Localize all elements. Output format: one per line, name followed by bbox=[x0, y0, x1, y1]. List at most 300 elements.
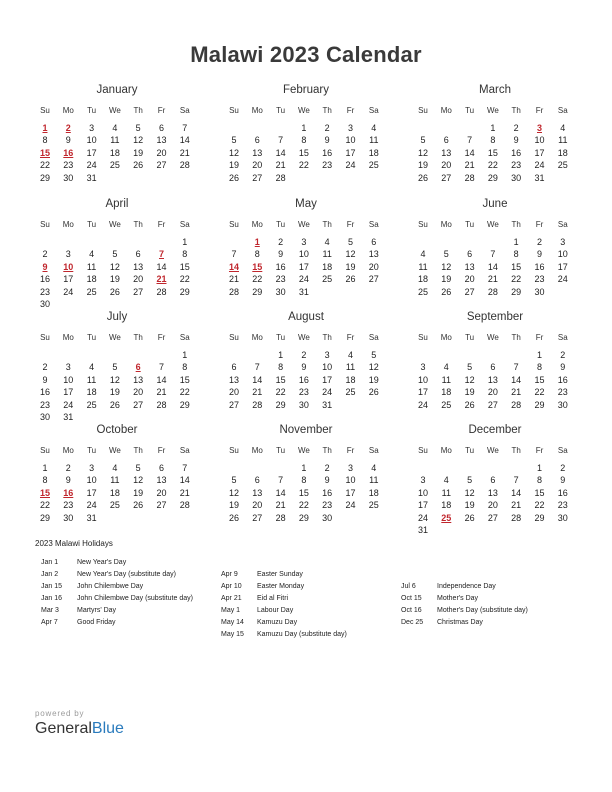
day-cell[interactable]: 2 bbox=[42, 362, 48, 373]
day-cell[interactable]: 22 bbox=[179, 387, 190, 398]
day-cell[interactable]: 3 bbox=[420, 475, 426, 486]
holiday-day-cell[interactable]: 1 bbox=[42, 123, 48, 133]
day-cell[interactable]: 24 bbox=[63, 286, 74, 297]
day-cell[interactable]: 9 bbox=[324, 475, 330, 486]
holiday-day-cell[interactable]: 15 bbox=[39, 487, 50, 498]
day-cell[interactable]: 7 bbox=[278, 135, 284, 146]
day-cell[interactable]: 15 bbox=[487, 147, 498, 158]
day-cell[interactable]: 19 bbox=[228, 160, 239, 171]
day-cell[interactable]: 4 bbox=[324, 237, 330, 247]
day-cell[interactable]: 1 bbox=[513, 237, 519, 247]
day-cell[interactable]: 14 bbox=[179, 475, 190, 486]
day-cell[interactable]: 9 bbox=[301, 362, 307, 373]
day-cell[interactable]: 6 bbox=[371, 237, 377, 247]
day-cell[interactable]: 2 bbox=[536, 237, 542, 247]
day-cell[interactable]: 14 bbox=[179, 135, 190, 146]
day-cell[interactable]: 27 bbox=[228, 399, 239, 410]
day-cell[interactable]: 13 bbox=[133, 374, 144, 385]
day-cell[interactable]: 27 bbox=[252, 172, 263, 183]
day-cell[interactable]: 15 bbox=[534, 487, 545, 498]
day-cell[interactable]: 11 bbox=[441, 487, 451, 498]
day-cell[interactable]: 3 bbox=[347, 123, 353, 133]
day-cell[interactable]: 1 bbox=[301, 463, 307, 473]
day-cell[interactable]: 28 bbox=[252, 399, 263, 410]
day-cell[interactable]: 17 bbox=[345, 487, 356, 498]
day-cell[interactable]: 16 bbox=[39, 387, 50, 398]
day-cell[interactable]: 20 bbox=[464, 274, 475, 285]
day-cell[interactable]: 17 bbox=[86, 147, 97, 158]
day-cell[interactable]: 25 bbox=[109, 160, 120, 171]
day-cell[interactable]: 2 bbox=[42, 249, 48, 260]
day-cell[interactable]: 23 bbox=[557, 387, 568, 398]
day-cell[interactable]: 8 bbox=[301, 475, 307, 486]
day-cell[interactable]: 8 bbox=[513, 249, 519, 260]
day-cell[interactable]: 1 bbox=[490, 123, 496, 133]
day-cell[interactable]: 31 bbox=[86, 172, 97, 183]
day-cell[interactable]: 28 bbox=[275, 172, 286, 183]
day-cell[interactable]: 8 bbox=[42, 475, 48, 486]
day-cell[interactable]: 14 bbox=[275, 147, 286, 158]
day-cell[interactable]: 30 bbox=[275, 286, 286, 297]
day-cell[interactable]: 23 bbox=[322, 500, 333, 511]
holiday-day-cell[interactable]: 16 bbox=[63, 147, 74, 158]
day-cell[interactable]: 16 bbox=[534, 261, 545, 272]
day-cell[interactable]: 11 bbox=[110, 475, 120, 486]
day-cell[interactable]: 27 bbox=[464, 286, 475, 297]
day-cell[interactable]: 10 bbox=[557, 249, 568, 260]
day-cell[interactable]: 14 bbox=[275, 487, 286, 498]
day-cell[interactable]: 13 bbox=[252, 487, 263, 498]
day-cell[interactable]: 16 bbox=[298, 374, 309, 385]
day-cell[interactable]: 22 bbox=[298, 500, 309, 511]
day-cell[interactable]: 19 bbox=[133, 147, 144, 158]
day-cell[interactable]: 7 bbox=[513, 475, 519, 486]
day-cell[interactable]: 18 bbox=[557, 147, 568, 158]
holiday-day-cell[interactable]: 10 bbox=[63, 261, 74, 272]
day-cell[interactable]: 5 bbox=[231, 135, 237, 146]
day-cell[interactable]: 11 bbox=[369, 475, 379, 486]
day-cell[interactable]: 17 bbox=[534, 147, 545, 158]
day-cell[interactable]: 12 bbox=[441, 261, 452, 272]
day-cell[interactable]: 30 bbox=[39, 412, 50, 422]
day-cell[interactable]: 13 bbox=[156, 135, 167, 146]
day-cell[interactable]: 3 bbox=[301, 237, 307, 247]
day-cell[interactable]: 25 bbox=[417, 286, 428, 297]
day-cell[interactable]: 24 bbox=[557, 274, 568, 285]
day-cell[interactable]: 8 bbox=[254, 249, 260, 260]
day-cell[interactable]: 5 bbox=[347, 237, 353, 247]
day-cell[interactable]: 1 bbox=[182, 350, 188, 360]
day-cell[interactable]: 12 bbox=[133, 135, 144, 146]
day-cell[interactable]: 13 bbox=[487, 374, 498, 385]
day-cell[interactable]: 2 bbox=[278, 237, 284, 247]
day-cell[interactable]: 21 bbox=[487, 274, 498, 285]
holiday-day-cell[interactable]: 15 bbox=[39, 147, 50, 158]
day-cell[interactable]: 10 bbox=[417, 374, 428, 385]
day-cell[interactable]: 25 bbox=[441, 399, 452, 410]
day-cell[interactable]: 20 bbox=[228, 387, 239, 398]
day-cell[interactable]: 19 bbox=[368, 374, 379, 385]
day-cell[interactable]: 10 bbox=[417, 487, 428, 498]
day-cell[interactable]: 28 bbox=[275, 512, 286, 523]
day-cell[interactable]: 10 bbox=[345, 135, 356, 146]
day-cell[interactable]: 16 bbox=[557, 487, 568, 498]
day-cell[interactable]: 6 bbox=[135, 249, 141, 260]
day-cell[interactable]: 21 bbox=[275, 500, 286, 511]
day-cell[interactable]: 19 bbox=[109, 387, 120, 398]
day-cell[interactable]: 12 bbox=[109, 261, 120, 272]
day-cell[interactable]: 28 bbox=[487, 286, 498, 297]
day-cell[interactable]: 27 bbox=[156, 160, 167, 171]
day-cell[interactable]: 25 bbox=[109, 500, 120, 511]
day-cell[interactable]: 28 bbox=[228, 286, 239, 297]
day-cell[interactable]: 2 bbox=[324, 463, 330, 473]
day-cell[interactable]: 4 bbox=[112, 463, 118, 473]
day-cell[interactable]: 26 bbox=[133, 500, 144, 511]
day-cell[interactable]: 21 bbox=[156, 387, 167, 398]
day-cell[interactable]: 6 bbox=[443, 135, 449, 146]
day-cell[interactable]: 2 bbox=[301, 350, 307, 360]
day-cell[interactable]: 8 bbox=[42, 135, 48, 146]
day-cell[interactable]: 1 bbox=[182, 237, 188, 247]
day-cell[interactable]: 8 bbox=[278, 362, 284, 373]
day-cell[interactable]: 17 bbox=[63, 274, 74, 285]
day-cell[interactable]: 28 bbox=[464, 172, 475, 183]
day-cell[interactable]: 6 bbox=[467, 249, 473, 260]
day-cell[interactable]: 12 bbox=[109, 374, 120, 385]
day-cell[interactable]: 4 bbox=[560, 123, 566, 133]
day-cell[interactable]: 5 bbox=[467, 362, 473, 373]
day-cell[interactable]: 12 bbox=[417, 147, 428, 158]
day-cell[interactable]: 6 bbox=[254, 135, 260, 146]
day-cell[interactable]: 10 bbox=[86, 135, 97, 146]
day-cell[interactable]: 1 bbox=[42, 463, 48, 473]
day-cell[interactable]: 24 bbox=[417, 399, 428, 410]
day-cell[interactable]: 29 bbox=[275, 399, 286, 410]
day-cell[interactable]: 10 bbox=[345, 475, 356, 486]
day-cell[interactable]: 10 bbox=[322, 362, 333, 373]
day-cell[interactable]: 4 bbox=[112, 123, 118, 133]
day-cell[interactable]: 25 bbox=[368, 160, 379, 171]
day-cell[interactable]: 21 bbox=[511, 387, 522, 398]
day-cell[interactable]: 5 bbox=[112, 362, 118, 373]
day-cell[interactable]: 11 bbox=[369, 135, 379, 146]
day-cell[interactable]: 12 bbox=[345, 249, 356, 260]
day-cell[interactable]: 2 bbox=[513, 123, 519, 133]
day-cell[interactable]: 27 bbox=[156, 500, 167, 511]
day-cell[interactable]: 9 bbox=[42, 374, 48, 385]
day-cell[interactable]: 30 bbox=[534, 286, 545, 297]
day-cell[interactable]: 4 bbox=[347, 350, 353, 360]
day-cell[interactable]: 18 bbox=[345, 374, 356, 385]
day-cell[interactable]: 14 bbox=[511, 374, 522, 385]
day-cell[interactable]: 4 bbox=[371, 123, 377, 133]
day-cell[interactable]: 26 bbox=[464, 512, 475, 523]
day-cell[interactable]: 11 bbox=[86, 261, 97, 272]
day-cell[interactable]: 4 bbox=[89, 249, 95, 260]
day-cell[interactable]: 7 bbox=[513, 362, 519, 373]
day-cell[interactable]: 15 bbox=[179, 374, 190, 385]
day-cell[interactable]: 20 bbox=[133, 274, 144, 285]
day-cell[interactable]: 30 bbox=[63, 512, 74, 523]
day-cell[interactable]: 23 bbox=[63, 500, 74, 511]
day-cell[interactable]: 30 bbox=[511, 172, 522, 183]
day-cell[interactable]: 1 bbox=[536, 463, 542, 473]
day-cell[interactable]: 22 bbox=[534, 387, 545, 398]
holiday-day-cell[interactable]: 25 bbox=[441, 512, 452, 523]
day-cell[interactable]: 22 bbox=[298, 160, 309, 171]
day-cell[interactable]: 17 bbox=[86, 487, 97, 498]
day-cell[interactable]: 30 bbox=[39, 299, 50, 309]
day-cell[interactable]: 13 bbox=[133, 261, 144, 272]
day-cell[interactable]: 25 bbox=[86, 286, 97, 297]
day-cell[interactable]: 22 bbox=[39, 500, 50, 511]
day-cell[interactable]: 26 bbox=[109, 286, 120, 297]
day-cell[interactable]: 21 bbox=[511, 500, 522, 511]
day-cell[interactable]: 28 bbox=[156, 399, 167, 410]
day-cell[interactable]: 9 bbox=[560, 362, 566, 373]
day-cell[interactable]: 29 bbox=[487, 172, 498, 183]
holiday-day-cell[interactable]: 9 bbox=[42, 261, 48, 272]
day-cell[interactable]: 22 bbox=[39, 160, 50, 171]
day-cell[interactable]: 29 bbox=[534, 399, 545, 410]
day-cell[interactable]: 3 bbox=[89, 123, 95, 133]
day-cell[interactable]: 19 bbox=[228, 500, 239, 511]
day-cell[interactable]: 26 bbox=[368, 387, 379, 398]
day-cell[interactable]: 31 bbox=[534, 172, 545, 183]
day-cell[interactable]: 17 bbox=[298, 261, 309, 272]
day-cell[interactable]: 22 bbox=[534, 500, 545, 511]
day-cell[interactable]: 16 bbox=[557, 374, 568, 385]
day-cell[interactable]: 23 bbox=[557, 500, 568, 511]
day-cell[interactable]: 14 bbox=[511, 487, 522, 498]
day-cell[interactable]: 5 bbox=[231, 475, 237, 486]
day-cell[interactable]: 21 bbox=[464, 160, 475, 171]
day-cell[interactable]: 15 bbox=[179, 261, 190, 272]
day-cell[interactable]: 19 bbox=[464, 500, 475, 511]
day-cell[interactable]: 25 bbox=[368, 500, 379, 511]
day-cell[interactable]: 4 bbox=[443, 362, 449, 373]
day-cell[interactable]: 7 bbox=[182, 463, 188, 473]
day-cell[interactable]: 29 bbox=[534, 512, 545, 523]
day-cell[interactable]: 2 bbox=[560, 350, 566, 360]
day-cell[interactable]: 20 bbox=[252, 160, 263, 171]
day-cell[interactable]: 6 bbox=[158, 463, 164, 473]
day-cell[interactable]: 22 bbox=[275, 387, 286, 398]
day-cell[interactable]: 1 bbox=[278, 350, 284, 360]
day-cell[interactable]: 26 bbox=[464, 399, 475, 410]
day-cell[interactable]: 13 bbox=[441, 147, 452, 158]
day-cell[interactable]: 18 bbox=[417, 274, 428, 285]
day-cell[interactable]: 23 bbox=[63, 160, 74, 171]
day-cell[interactable]: 21 bbox=[179, 487, 190, 498]
day-cell[interactable]: 23 bbox=[275, 274, 286, 285]
day-cell[interactable]: 24 bbox=[86, 160, 97, 171]
day-cell[interactable]: 19 bbox=[417, 160, 428, 171]
day-cell[interactable]: 5 bbox=[371, 350, 377, 360]
day-cell[interactable]: 25 bbox=[557, 160, 568, 171]
day-cell[interactable]: 27 bbox=[368, 274, 379, 285]
day-cell[interactable]: 3 bbox=[420, 362, 426, 373]
day-cell[interactable]: 18 bbox=[441, 387, 452, 398]
day-cell[interactable]: 18 bbox=[322, 261, 333, 272]
day-cell[interactable]: 3 bbox=[65, 362, 71, 373]
holiday-day-cell[interactable]: 21 bbox=[156, 274, 167, 285]
day-cell[interactable]: 6 bbox=[158, 123, 164, 133]
day-cell[interactable]: 30 bbox=[322, 512, 333, 523]
day-cell[interactable]: 30 bbox=[298, 399, 309, 410]
day-cell[interactable]: 5 bbox=[112, 249, 118, 260]
day-cell[interactable]: 30 bbox=[557, 512, 568, 523]
day-cell[interactable]: 6 bbox=[231, 362, 237, 373]
day-cell[interactable]: 21 bbox=[275, 160, 286, 171]
day-cell[interactable]: 8 bbox=[182, 249, 188, 260]
day-cell[interactable]: 16 bbox=[511, 147, 522, 158]
day-cell[interactable]: 11 bbox=[418, 261, 428, 272]
day-cell[interactable]: 26 bbox=[345, 274, 356, 285]
day-cell[interactable]: 23 bbox=[39, 399, 50, 410]
day-cell[interactable]: 24 bbox=[534, 160, 545, 171]
day-cell[interactable]: 26 bbox=[228, 512, 239, 523]
day-cell[interactable]: 20 bbox=[133, 387, 144, 398]
day-cell[interactable]: 24 bbox=[345, 500, 356, 511]
day-cell[interactable]: 26 bbox=[228, 172, 239, 183]
day-cell[interactable]: 13 bbox=[464, 261, 475, 272]
day-cell[interactable]: 12 bbox=[228, 147, 239, 158]
day-cell[interactable]: 15 bbox=[298, 147, 309, 158]
day-cell[interactable]: 1 bbox=[536, 350, 542, 360]
day-cell[interactable]: 19 bbox=[441, 274, 452, 285]
day-cell[interactable]: 16 bbox=[322, 487, 333, 498]
day-cell[interactable]: 4 bbox=[443, 475, 449, 486]
day-cell[interactable]: 10 bbox=[86, 475, 97, 486]
day-cell[interactable]: 17 bbox=[417, 500, 428, 511]
day-cell[interactable]: 18 bbox=[86, 387, 97, 398]
day-cell[interactable]: 18 bbox=[368, 487, 379, 498]
day-cell[interactable]: 11 bbox=[86, 374, 97, 385]
day-cell[interactable]: 28 bbox=[511, 399, 522, 410]
day-cell[interactable]: 26 bbox=[133, 160, 144, 171]
day-cell[interactable]: 31 bbox=[322, 399, 333, 410]
day-cell[interactable]: 28 bbox=[179, 160, 190, 171]
day-cell[interactable]: 16 bbox=[39, 274, 50, 285]
day-cell[interactable]: 6 bbox=[490, 362, 496, 373]
day-cell[interactable]: 18 bbox=[109, 487, 120, 498]
day-cell[interactable]: 25 bbox=[345, 387, 356, 398]
day-cell[interactable]: 29 bbox=[179, 286, 190, 297]
holiday-day-cell[interactable]: 2 bbox=[65, 123, 71, 133]
day-cell[interactable]: 4 bbox=[89, 362, 95, 373]
day-cell[interactable]: 30 bbox=[557, 399, 568, 410]
day-cell[interactable]: 14 bbox=[156, 261, 167, 272]
day-cell[interactable]: 12 bbox=[464, 487, 475, 498]
day-cell[interactable]: 27 bbox=[487, 512, 498, 523]
day-cell[interactable]: 5 bbox=[443, 249, 449, 260]
day-cell[interactable]: 19 bbox=[345, 261, 356, 272]
day-cell[interactable]: 20 bbox=[368, 261, 379, 272]
day-cell[interactable]: 27 bbox=[252, 512, 263, 523]
day-cell[interactable]: 23 bbox=[322, 160, 333, 171]
day-cell[interactable]: 9 bbox=[536, 249, 542, 260]
day-cell[interactable]: 4 bbox=[371, 463, 377, 473]
day-cell[interactable]: 18 bbox=[86, 274, 97, 285]
day-cell[interactable]: 17 bbox=[322, 374, 333, 385]
day-cell[interactable]: 19 bbox=[464, 387, 475, 398]
day-cell[interactable]: 15 bbox=[534, 374, 545, 385]
day-cell[interactable]: 20 bbox=[156, 487, 167, 498]
day-cell[interactable]: 19 bbox=[109, 274, 120, 285]
day-cell[interactable]: 29 bbox=[39, 512, 50, 523]
day-cell[interactable]: 22 bbox=[487, 160, 498, 171]
day-cell[interactable]: 7 bbox=[467, 135, 473, 146]
day-cell[interactable]: 20 bbox=[487, 387, 498, 398]
day-cell[interactable]: 5 bbox=[420, 135, 426, 146]
day-cell[interactable]: 9 bbox=[278, 249, 284, 260]
day-cell[interactable]: 10 bbox=[298, 249, 309, 260]
day-cell[interactable]: 18 bbox=[109, 147, 120, 158]
day-cell[interactable]: 7 bbox=[182, 123, 188, 133]
day-cell[interactable]: 25 bbox=[322, 274, 333, 285]
day-cell[interactable]: 15 bbox=[298, 487, 309, 498]
holiday-day-cell[interactable]: 15 bbox=[252, 261, 263, 272]
holiday-day-cell[interactable]: 16 bbox=[63, 487, 74, 498]
day-cell[interactable]: 14 bbox=[464, 147, 475, 158]
day-cell[interactable]: 7 bbox=[158, 362, 164, 373]
day-cell[interactable]: 5 bbox=[135, 463, 141, 473]
day-cell[interactable]: 20 bbox=[156, 147, 167, 158]
day-cell[interactable]: 12 bbox=[464, 374, 475, 385]
day-cell[interactable]: 9 bbox=[65, 135, 71, 146]
day-cell[interactable]: 3 bbox=[347, 463, 353, 473]
day-cell[interactable]: 2 bbox=[560, 463, 566, 473]
day-cell[interactable]: 8 bbox=[536, 362, 542, 373]
day-cell[interactable]: 6 bbox=[254, 475, 260, 486]
day-cell[interactable]: 6 bbox=[490, 475, 496, 486]
day-cell[interactable]: 11 bbox=[322, 249, 332, 260]
day-cell[interactable]: 9 bbox=[560, 475, 566, 486]
day-cell[interactable]: 21 bbox=[179, 147, 190, 158]
day-cell[interactable]: 17 bbox=[417, 387, 428, 398]
brand-logo[interactable] bbox=[35, 720, 124, 738]
day-cell[interactable]: 27 bbox=[133, 399, 144, 410]
day-cell[interactable]: 9 bbox=[513, 135, 519, 146]
day-cell[interactable]: 31 bbox=[86, 512, 97, 523]
day-cell[interactable]: 11 bbox=[558, 135, 568, 146]
day-cell[interactable]: 23 bbox=[39, 286, 50, 297]
day-cell[interactable]: 26 bbox=[417, 172, 428, 183]
day-cell[interactable]: 13 bbox=[228, 374, 239, 385]
day-cell[interactable]: 28 bbox=[511, 512, 522, 523]
day-cell[interactable]: 27 bbox=[133, 286, 144, 297]
holiday-day-cell[interactable]: 7 bbox=[158, 249, 164, 260]
day-cell[interactable]: 26 bbox=[109, 399, 120, 410]
day-cell[interactable]: 29 bbox=[252, 286, 263, 297]
day-cell[interactable]: 22 bbox=[511, 274, 522, 285]
day-cell[interactable]: 24 bbox=[63, 399, 74, 410]
day-cell[interactable]: 10 bbox=[534, 135, 545, 146]
day-cell[interactable]: 17 bbox=[63, 387, 74, 398]
day-cell[interactable]: 12 bbox=[133, 475, 144, 486]
day-cell[interactable]: 28 bbox=[156, 286, 167, 297]
day-cell[interactable]: 20 bbox=[487, 500, 498, 511]
day-cell[interactable]: 11 bbox=[441, 374, 451, 385]
day-cell[interactable]: 15 bbox=[511, 261, 522, 272]
day-cell[interactable]: 3 bbox=[560, 237, 566, 247]
day-cell[interactable]: 24 bbox=[322, 387, 333, 398]
day-cell[interactable]: 3 bbox=[89, 463, 95, 473]
day-cell[interactable]: 31 bbox=[417, 525, 428, 535]
day-cell[interactable]: 8 bbox=[536, 475, 542, 486]
